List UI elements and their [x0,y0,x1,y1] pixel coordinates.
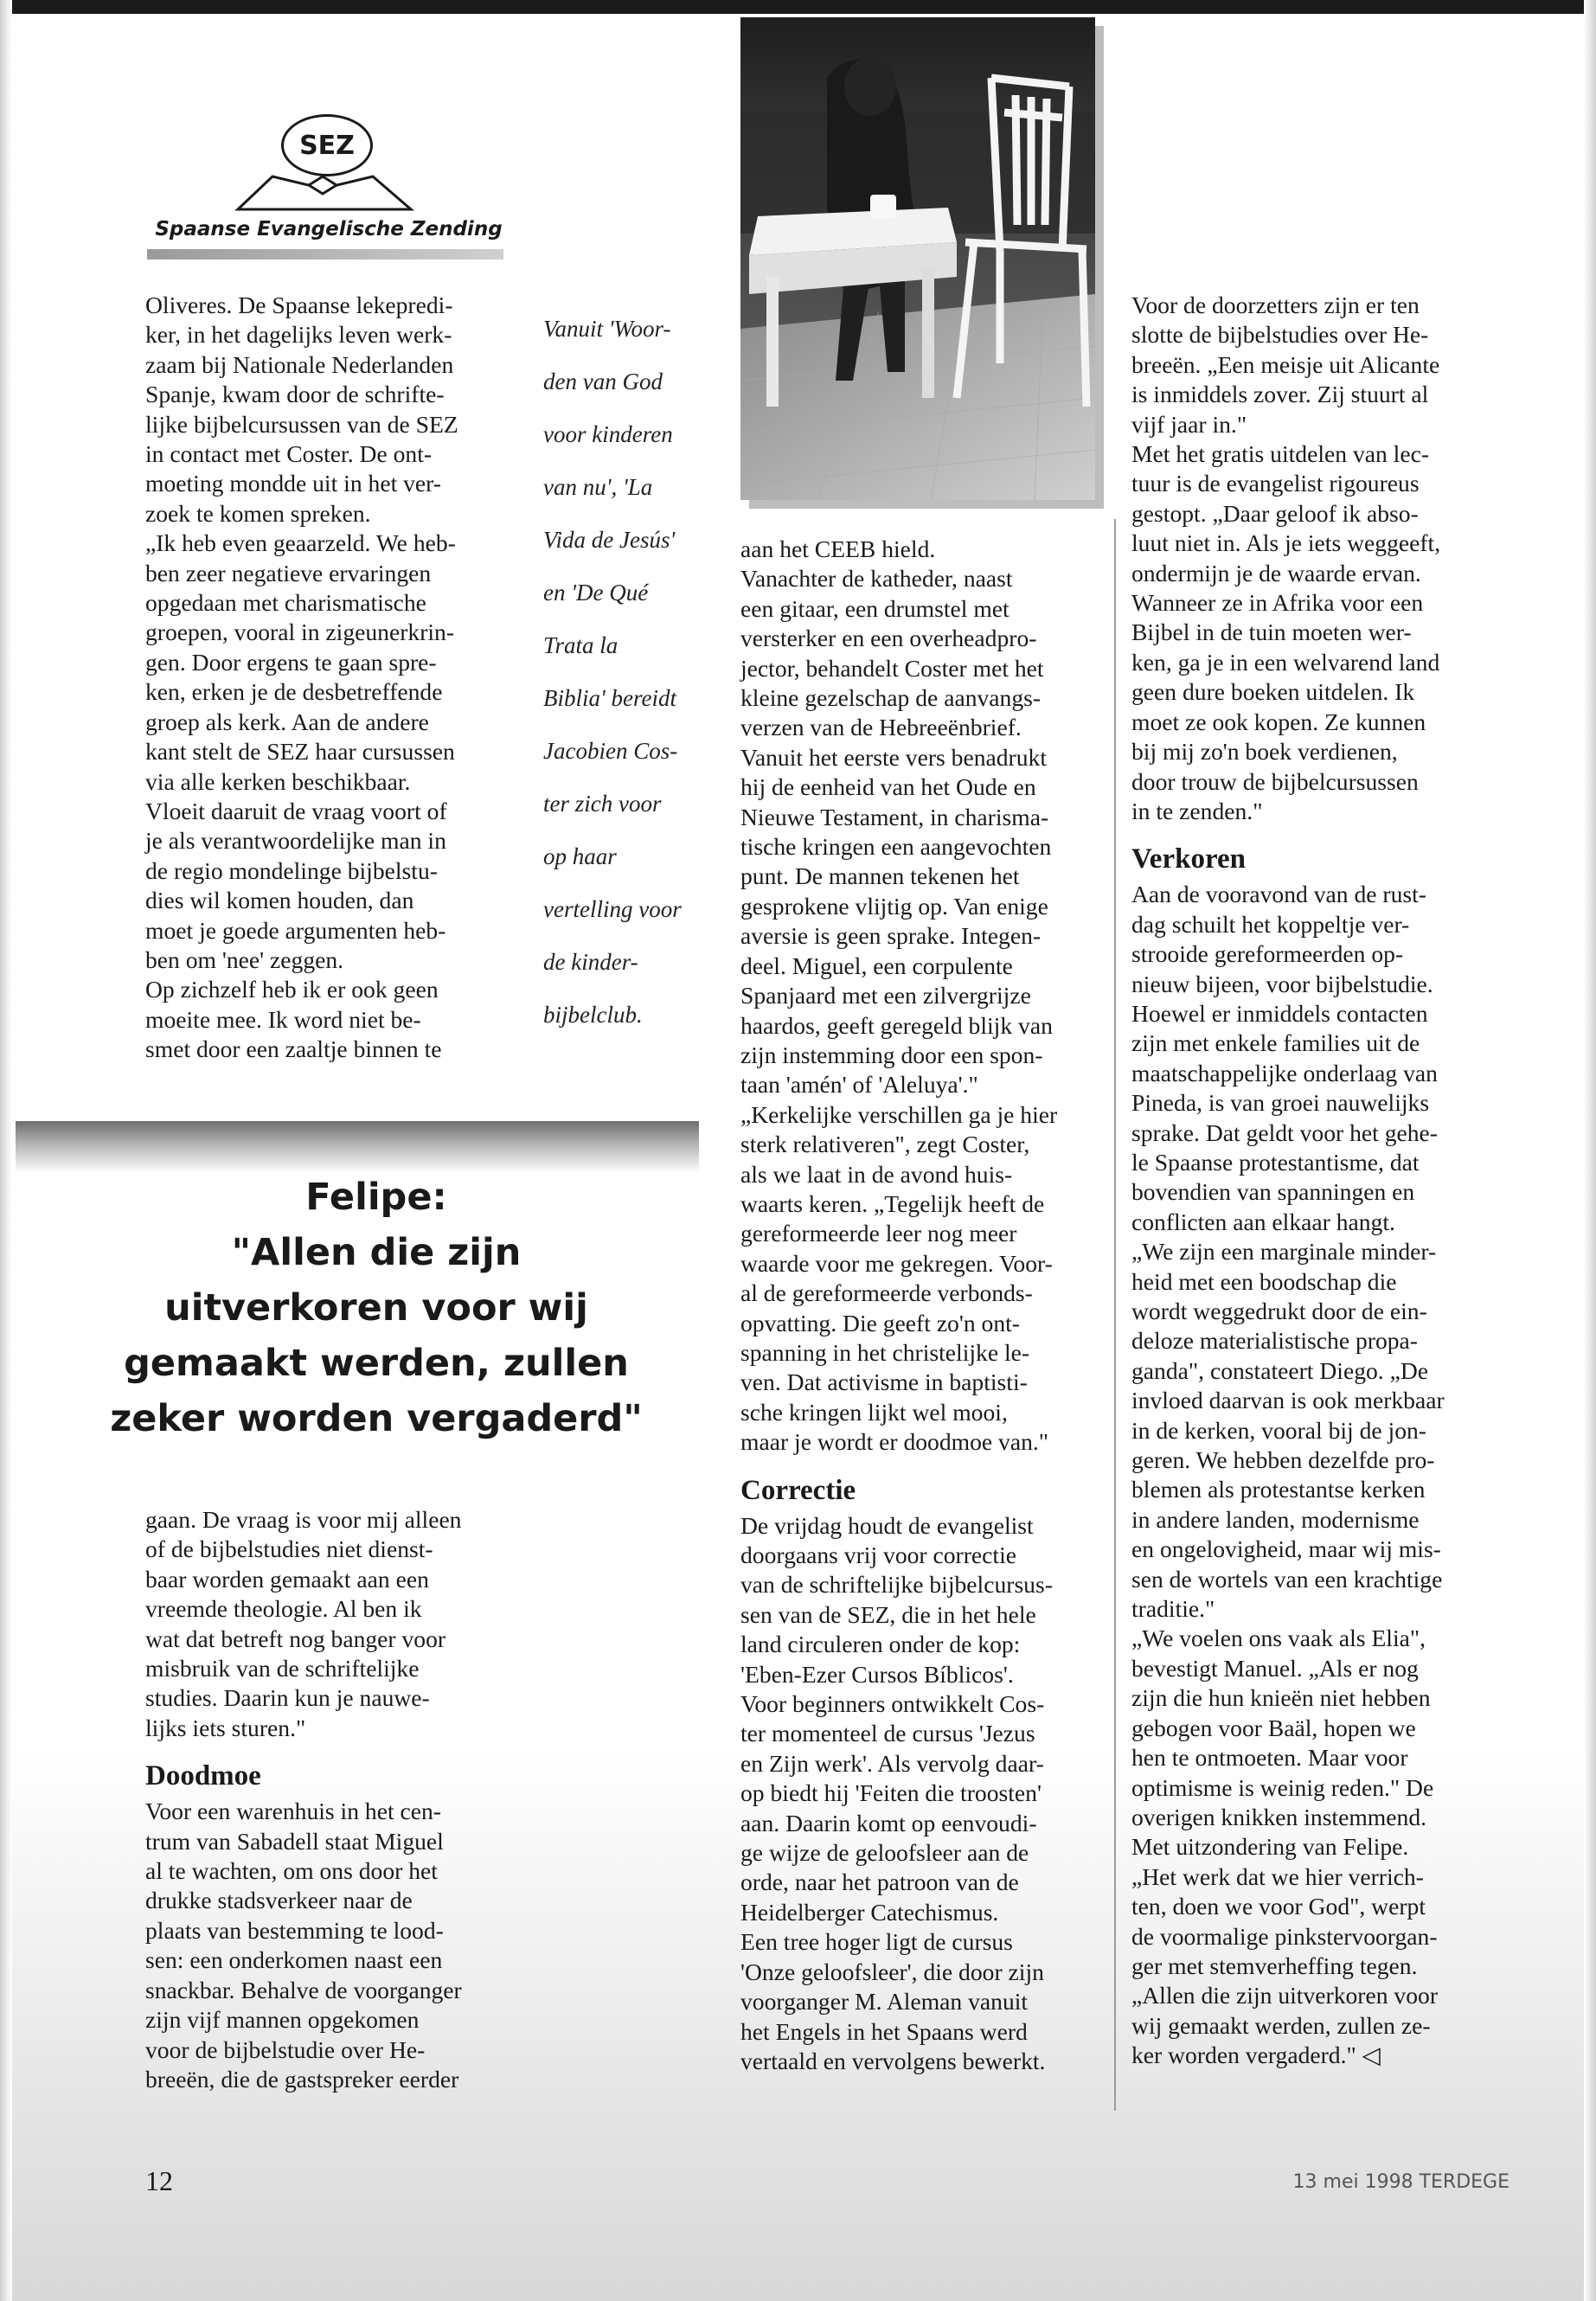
text-line: zijn instemming door een spon- [740,1041,1043,1068]
text-line: gen. Door ergens te gaan spre- [145,648,437,676]
text-line: een gitaar, een drumstel met [740,594,1010,622]
text-line: opgedaan met charismatische [145,589,426,617]
text-line: verzen van de Hebreeënbrief. [740,714,1022,741]
text-line: kleine gezelschap de aanvangs- [740,684,1042,712]
text-line: blemen als protestantse kerken [1131,1476,1426,1503]
text-line: „We voelen ons vaak als Elia", [1131,1625,1426,1652]
text-line: misbruik van de schriftelijke [145,1655,420,1682]
caption-line: den van God [543,369,663,394]
text-line: 'Onze geloofsleer', die door zijn [740,1958,1044,1985]
text-line: zijn met enkele families uit de [1131,1029,1420,1057]
text-line: gereformeerde leer nog meer [740,1220,1017,1247]
text-line: sterk relativeren", zegt Coster, [740,1131,1030,1158]
caption-line: Trata la [543,632,619,658]
text-line: bovendien van spanningen en [1131,1178,1415,1206]
caption-line: bijbelclub. [543,1002,643,1028]
text-line: ken, erken je de desbetreffende [145,678,443,706]
text-line: door trouw de bijbelcursussen [1131,767,1419,795]
text-line: in andere landen, modernisme [1131,1505,1420,1533]
text-line: deel. Miguel, een corpulente [740,952,1013,979]
text-line: Vanachter de katheder, naast [740,565,1013,593]
text-line: luut niet in. Als je iets weggeeft, [1131,529,1441,557]
logo-name: Spaanse Evangelische Zending [155,218,503,240]
text-line: wat dat betreft nog banger voor [145,1625,446,1652]
text-line: sprake. Dat geldt voor het gehe- [1131,1118,1438,1146]
pullquote-line: zeker worden vergaderd" [110,1397,643,1440]
pullquote-line: gemaakt werden, zullen [124,1342,629,1385]
column-3 [740,535,1104,2076]
text-line: Oliveres. De Spaanse lekepredi- [145,292,453,318]
text-line: overigen knikken instemmend. [1131,1803,1427,1830]
text-line: gebogen voor Baäl, hopen we [1131,1714,1416,1741]
text-line: wij gemaakt werden, zullen ze- [1131,2011,1431,2039]
text-line: bij mij zo'n boek verdienen, [1131,738,1398,766]
text-line: groepen, vooral in zigeunerkrin- [145,619,455,646]
text-line: Voor de doorzetters zijn er ten [1131,292,1420,318]
caption-line: vertelling voor [543,896,682,922]
text-line: opvatting. Die geeft zo'n ont- [740,1309,1020,1336]
logo-underline [147,249,503,260]
text-line: 'Eben-Ezer Cursos Bíblicos'. [740,1660,1014,1688]
column-4 [1131,291,1495,2071]
text-line: smet door een zaaltje binnen te [145,1035,442,1063]
text-line: versterker en een overheadpro- [740,625,1037,652]
caption-line: van nu', 'La [543,474,653,500]
text-line: of de bijbelstudies niet dienst- [145,1535,433,1563]
column-divider [1114,519,1116,2111]
pullquote-band [16,1121,699,1173]
text-line: en ongelovigheid, maar wij mis- [1131,1535,1441,1563]
text-line: zijn die hun knieën niet hebben [1131,1684,1431,1712]
text-line: zaam bij Nationale Nederlanden [145,350,454,378]
text-line: taan 'amén' of 'Aleluya'." [740,1071,978,1099]
text-line: ter momenteel de cursus 'Jezus [740,1720,1035,1747]
text-line: nieuw bijeen, voor bijbelstudie. [1131,970,1433,997]
text-line: lijke bijbelcursussen van de SEZ [145,410,458,438]
text-line: en Zijn werk'. Als vervolg daar- [740,1749,1044,1777]
text-line: vijf jaar in." [1131,410,1247,438]
text-line: ben zeer negatieve ervaringen [145,559,432,586]
text-line: zijn vijf mannen opgekomen [145,2006,420,2034]
text-line: hen te ontmoeten. Maar voor [1131,1744,1408,1772]
text-line: wordt weggedrukt door de ein- [1131,1298,1427,1324]
text-line: maar je wordt er doodmoe van." [740,1428,1049,1456]
text-line: bevestigt Manuel. „Als er nog [1131,1654,1419,1682]
text-line: „Allen die zijn uitverkoren voor [1131,1982,1439,2009]
column-1-doodmoe-text [145,1797,509,2094]
text-line: ge wijze de geloofsleer aan de [740,1839,1029,1867]
open-book-icon [229,164,420,216]
text-line: moet je goede argumenten heb- [145,916,446,944]
text-line: trum van Sabadell staat Miguel [145,1827,444,1855]
text-line: moeting mondde uit in het ver- [145,470,441,497]
pullquote-line: "Allen die zijn [231,1231,522,1274]
text-line: dag schuilt het koppeltje ver- [1131,910,1410,938]
text-line: strooide gereformeerden op- [1131,940,1404,968]
text-line: Wanneer ze in Afrika voor een [1131,589,1424,617]
text-line: dies wil komen houden, dan [145,887,414,914]
caption-line: Vida de Jesús' [543,527,676,553]
text-line: ganda", constateert Diego. „De [1131,1356,1429,1384]
caption-line: de kinder- [543,949,638,975]
text-line: „Ik heb even geaarzeld. We heb- [145,529,456,557]
text-line: baar worden gemaakt aan een [145,1565,429,1593]
text-line: Hoewel er inmiddels contacten [1131,999,1428,1027]
text-line: tische kringen een aangevochten [740,833,1052,861]
text-line: invloed daarvan is ook merkbaar [1131,1387,1445,1414]
text-line: „We zijn een marginale minder- [1131,1238,1437,1266]
sez-logo [147,111,510,258]
text-line: ven. Dat activisme in baptisti- [740,1368,1028,1396]
column-4-text [1131,291,1495,826]
text-line: als we laat in de avond huis- [740,1160,1013,1188]
text-line: aversie is geen sprake. Integen- [740,922,1042,950]
pullquote-line: uitverkoren voor wij [164,1286,588,1330]
text-line: Pineda, is van groei nauwelijks [1131,1089,1430,1117]
text-line: Vloeit daaruit de vraag voort of [145,797,447,824]
top-border [0,0,1596,14]
text-line: punt. De mannen tekenen het [740,862,1020,890]
text-line: haardos, geeft geregeld blijk van [740,1011,1053,1039]
logo-badge: SEZ [281,114,373,176]
text-line: je als verantwoordelijke man in [145,827,446,855]
text-line: zoek te komen spreken. [145,499,371,527]
text-line: aan het CEEB hield. [740,535,936,562]
caption-line: ter zich voor [543,791,662,817]
text-line: Op zichzelf heb ik er ook geen [145,976,439,1003]
text-line: de regio mondelinge bijbelstu- [145,856,438,884]
text-line: moet ze ook kopen. Ze kunnen [1131,708,1426,735]
text-line: van de schriftelijke bijbelcursus- [740,1571,1053,1599]
text-line: „Het werk dat we hier verrich- [1131,1862,1424,1890]
text-line: ken, ga je in een welvarend land [1131,648,1440,676]
text-line: gestopt. „Daar geloof ik abso- [1131,499,1419,527]
text-line: Voor beginners ontwikkelt Cos- [740,1690,1045,1718]
column-1-bottom-text [145,1505,509,1743]
pull-quote [69,1170,683,1446]
text-line: al te wachten, om ons door het [145,1857,438,1885]
caption-line: Biblia' bereidt [543,685,676,711]
photo-illustration [740,17,1095,500]
text-line: Heidelberger Catechismus. [740,1898,999,1926]
text-line: vreemde theologie. Al ben ik [145,1595,422,1623]
text-line: het Engels in het Spaans werd [740,2017,1028,2045]
text-line: kant stelt de SEZ haar cursussen [145,738,455,766]
text-line: breeën, die de gastspreker eerder [145,2065,459,2093]
caption-line: voor kinderen [543,421,673,447]
caption-line: en 'De Qué [543,580,649,606]
issue-date: 13 mei 1998 TERDEGE [1292,2171,1509,2193]
text-line: ker, in het dagelijks leven werk- [145,321,452,349]
column-4-verkoren-text [1131,880,1495,2070]
text-line: Spanje, kwam door de schrifte- [145,381,445,408]
column-1-bottom [145,1505,509,2094]
text-line: spanning in het christelijke le- [740,1338,1030,1366]
text-line: breeën. „Een meisje uit Alicante [1131,350,1440,378]
text-line: slotte de bijbelstudies over He- [1131,321,1429,349]
caption-line: op haar [543,843,617,869]
text-line: ger met stemverheffing tegen. [1131,1952,1418,1979]
text-line: optimisme is weinig reden." De [1131,1773,1434,1801]
column-1-top [145,291,509,1065]
text-line: lijks iets sturen." [145,1714,306,1741]
text-line: ondermijn je de waarde ervan. [1131,559,1421,586]
text-line: groep als kerk. Aan de andere [145,708,429,735]
photo-caption [543,291,708,1053]
page-number: 12 [145,2165,173,2196]
text-line: al de gereformeerde verbonds- [740,1279,1033,1307]
text-line: „Kerkelijke verschillen ga je hier [740,1100,1058,1128]
text-line: De vrijdag houdt de evangelist [740,1511,1034,1539]
text-line: voorganger M. Aleman vanuit [740,1988,1029,2016]
text-line: gaan. De vraag is voor mij alleen [145,1506,462,1533]
text-line: sche kringen lijkt wel mooi, [740,1398,1008,1426]
column-3-correctie-text [740,1511,1104,2077]
text-line: Nieuwe Testament, in charisma- [740,803,1049,830]
text-line: land circuleren onder de kop: [740,1631,1021,1658]
text-line: moeite mee. Ik word niet be- [145,1005,421,1033]
text-line: Aan de vooravond van de rust- [1131,881,1426,908]
text-line: op biedt hij 'Feiten die troosten' [740,1779,1042,1807]
left-scan-edge [0,0,12,2301]
text-line: in te zenden." [1131,797,1263,824]
column-3-text [740,535,1104,1458]
text-line: jector, behandelt Coster met het [740,654,1044,682]
right-scan-edge [1584,0,1596,2301]
text-line: Met het gratis uitdelen van lec- [1131,440,1430,468]
text-line: sen van de SEZ, die in het hele [740,1600,1036,1628]
text-line: Met uitzondering van Felipe. [1131,1833,1409,1861]
caption-line: Jacobien Cos- [543,738,678,764]
text-line: geen dure boeken uitdelen. Ik [1131,678,1415,706]
text-line: waarts keren. „Tegelijk heeft de [740,1189,1045,1217]
text-line: in contact met Coster. De ont- [145,440,433,468]
text-line: gesprokene vlijtig op. Van enige [740,892,1048,920]
text-line: Spanjaard met een zilvergrijze [740,982,1031,1009]
text-line: Voor een warenhuis in het cen- [145,1798,441,1825]
text-line: plaats van bestemming te lood- [145,1916,444,1944]
text-line: sen de wortels van een krachtige [1131,1565,1443,1593]
text-line: Vanuit het eerste vers benadrukt [740,743,1047,771]
text-line: geren. We hebben dezelfde pro- [1131,1446,1435,1474]
text-line: hij de eenheid van het Oude en [740,773,1036,801]
text-line: sen: een onderkomen naast een [145,1946,443,1974]
text-line: Een tree hoger ligt de cursus [740,1928,1013,1956]
text-line: traditie." [1131,1595,1215,1623]
text-line: tuur is de evangelist rigoureus [1131,470,1420,497]
text-line: ben om 'nee' zeggen. [145,945,344,973]
text-line: voor de bijbelstudie over He- [145,2035,426,2063]
text-line: conflicten aan elkaar hangt. [1131,1208,1395,1235]
text-line: ker worden vergaderd." ◁ [1131,2041,1381,2069]
text-line: aan. Daarin komt op eenvoudi- [740,1809,1037,1836]
text-line: snackbar. Behalve de voorganger [145,1976,462,2003]
caption-line: Vanuit 'Woor- [543,316,671,342]
text-line: le Spaanse protestantisme, dat [1131,1148,1420,1176]
text-line: via alle kerken beschikbaar. [145,767,411,795]
heading-verkoren: Verkoren [1131,843,1246,875]
pullquote-line: Felipe: [305,1176,447,1219]
text-line: orde, naar het patroon van de [740,1868,1019,1896]
heading-doodmoe: Doodmoe [145,1760,261,1792]
text-line: doorgaans vrij voor correctie [740,1541,1016,1568]
text-line: ten, doen we voor God", werpt [1131,1893,1426,1920]
text-line: maatschappelijke onderlaag van [1131,1059,1438,1086]
photo-woman-at-table [740,17,1095,500]
heading-correctie: Correctie [740,1474,856,1506]
text-line: heid met een boodschap die [1131,1267,1397,1295]
text-line: Bijbel in de tuin moeten wer- [1131,619,1412,646]
text-line: vertaald en vervolgens bewerkt. [740,2047,1046,2074]
text-line: waarde voor me gekregen. Voor- [740,1249,1053,1277]
text-line: in de kerken, vooral bij de jon- [1131,1416,1426,1444]
text-line: studies. Daarin kun je nauwe- [145,1684,430,1712]
text-line: deloze materialistische propa- [1131,1327,1418,1355]
text-line: drukke stadsverkeer naar de [145,1887,413,1914]
text-line: is inmiddels zover. Zij stuurt al [1131,381,1429,408]
text-line: de voormalige pinkstervoorgan- [1131,1922,1438,1950]
